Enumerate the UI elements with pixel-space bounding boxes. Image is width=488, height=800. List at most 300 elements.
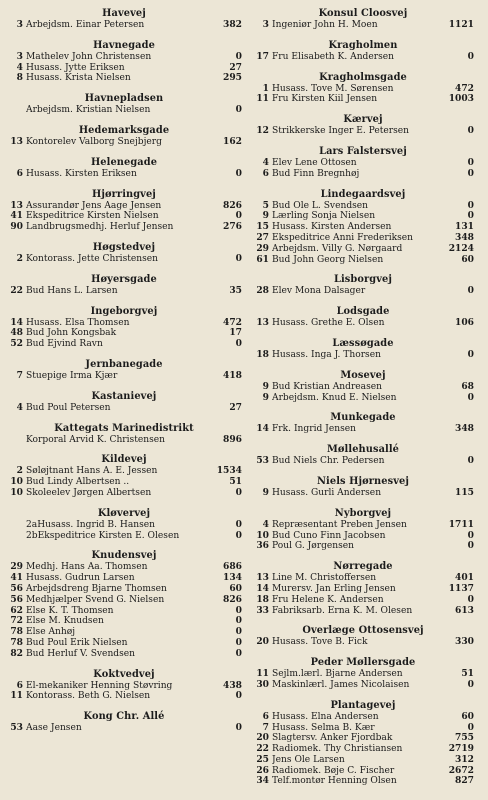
amount: 2124 (448, 242, 474, 254)
resident-row (6, 328, 242, 339)
street-block (252, 72, 474, 106)
resident-row (6, 211, 242, 222)
resident-name: Arbejdsdreng Bjarne Thomsen (26, 583, 167, 594)
house-number: 14 (256, 423, 269, 435)
house-number: 48 (10, 327, 23, 339)
resident-name: Husass. Selma B. Kær (272, 722, 375, 733)
house-number: 29 (10, 561, 23, 573)
amount: 0 (467, 210, 474, 222)
street-name: Lindegaardsvej (320, 188, 406, 200)
street-name: Møllehusallé (326, 444, 400, 456)
house-number: 20 (256, 732, 269, 744)
resident-row (6, 584, 242, 595)
street-block (6, 359, 242, 382)
resident-name: Fru Elisabeth K. Andersen (272, 51, 395, 62)
resident-row (252, 776, 474, 787)
resident-name: Bud Cuno Finn Jacobsen (272, 530, 386, 541)
street-block (6, 8, 242, 31)
street-name: Peder Møllersgade (310, 657, 416, 669)
amount: 60 (461, 253, 474, 265)
resident-name: Radiomek. Bøje C. Fischer (272, 765, 395, 776)
resident-name: Husass. Kirsten Eriksen (26, 168, 137, 179)
street-name: Konsul Cloosvej (318, 8, 408, 19)
street-name: Kattegats Marinedistrikt (54, 422, 194, 434)
resident-row (6, 371, 242, 382)
resident-row (6, 627, 242, 638)
resident-name: Poul G. Jørgensen (272, 541, 355, 552)
house-number: 62 (10, 604, 23, 616)
amount: 2672 (448, 764, 474, 776)
house-number: 78 (10, 636, 23, 648)
resident-row (252, 169, 474, 180)
amount: 51 (229, 476, 242, 488)
street-name: Koktvedvej (93, 668, 155, 680)
resident-row (252, 286, 474, 297)
resident-row (252, 350, 474, 361)
resident-name: Ekspeditrice Anni Frederiksen (272, 232, 414, 243)
resident-name: Bud Herluf V. Svendsen (26, 648, 136, 659)
house-number: 2 (16, 252, 23, 264)
house-number: 12 (256, 125, 269, 137)
street-block (6, 550, 242, 659)
resident-row (252, 637, 474, 648)
resident-name: Husass. Kirsten Andersen (272, 222, 392, 233)
house-number: 17 (256, 50, 269, 62)
amount: 348 (455, 231, 474, 243)
resident-row (6, 723, 242, 734)
house-number: 14 (256, 582, 269, 594)
house-number: 9 (262, 391, 269, 403)
amount: 0 (467, 593, 474, 605)
street-name: Knudensvej (91, 550, 157, 562)
resident-row (252, 52, 474, 63)
amount: 896 (223, 433, 242, 445)
house-number: 4 (262, 156, 269, 168)
amount: 0 (235, 167, 242, 179)
resident-row (6, 562, 242, 573)
resident-name: Bud Ejvind Ravn (26, 339, 103, 350)
house-number: 11 (10, 690, 23, 702)
street-name: Kragholmen (328, 39, 398, 51)
resident-name: Medhjælper Svend G. Nielsen (26, 594, 165, 605)
resident-row (6, 681, 242, 692)
amount: 0 (235, 615, 242, 627)
resident-row (252, 94, 474, 105)
amount: 27 (229, 401, 242, 413)
resident-name: Bud John Georg Nielsen (272, 254, 384, 265)
street-name: Havnepladsen (84, 93, 164, 105)
resident-name: Husass. Gurli Andersen (272, 487, 382, 498)
resident-name: Søløjtnant Hans A. E. Jessen (26, 466, 158, 477)
amount: 418 (223, 369, 242, 381)
resident-name: Ingeniør John H. Moen (272, 20, 378, 30)
resident-name: Korporal Arvid K. Christensen (26, 434, 166, 445)
house-number: 10 (10, 476, 23, 488)
street-name: Kastanievej (91, 390, 157, 402)
resident-name: Line M. Christoffersen (272, 573, 377, 584)
resident-name: Ekspeditrice Kirsten Nielsen (26, 211, 159, 222)
resident-row (6, 616, 242, 627)
resident-row (252, 541, 474, 552)
resident-name: Arbejdsm. Kristian Nielsen (26, 105, 151, 116)
street-block (252, 114, 474, 137)
amount: 472 (455, 82, 474, 94)
resident-name: Elev Lene Ottosen (272, 157, 357, 168)
resident-name: Fru Helene K. Andersen (272, 594, 384, 605)
resident-name: Husass. Tove M. Sørensen (272, 83, 394, 94)
amount: 0 (235, 486, 242, 498)
amount: 0 (467, 529, 474, 541)
house-number (6, 531, 26, 542)
street-block (252, 412, 474, 435)
house-number: 82 (10, 647, 23, 659)
amount: 0 (235, 518, 242, 530)
amount: 0 (235, 722, 242, 734)
house-number: 6 (262, 710, 269, 722)
street-name: Høyersgade (91, 273, 157, 285)
amount: 0 (235, 338, 242, 350)
resident-name: Bud Finn Bregnhøj (272, 168, 360, 179)
street-block (6, 669, 242, 703)
street-block (6, 391, 242, 414)
house-number: 56 (10, 593, 23, 605)
resident-row (6, 691, 242, 702)
street-block (252, 444, 474, 467)
amount: 115 (455, 486, 474, 498)
house-number: 9 (262, 380, 269, 392)
street-block (6, 157, 242, 180)
amount: 0 (235, 252, 242, 264)
street-block (6, 40, 242, 84)
resident-row (6, 169, 242, 180)
resident-row (6, 52, 242, 63)
resident-row (6, 435, 242, 446)
resident-row (6, 286, 242, 297)
house-number: 22 (10, 284, 23, 296)
house-number: 4 (16, 401, 23, 413)
street-block (6, 306, 242, 350)
resident-name: Lærling Sonja Nielsen (272, 211, 376, 222)
left-column (6, 8, 242, 734)
resident-row (252, 456, 474, 467)
resident-row (252, 723, 474, 734)
amount: 0 (467, 678, 474, 690)
street-name: Helenegade (90, 156, 158, 168)
resident-name: Sejlm.lærl. Bjarne Andersen (272, 669, 403, 680)
house-number: 20 (256, 636, 269, 648)
resident-row (6, 73, 242, 84)
resident-row (6, 137, 242, 148)
house-number: 13 (10, 199, 23, 211)
resident-row (6, 318, 242, 329)
resident-name: Skoleelev Jørgen Albertsen (26, 487, 152, 498)
street-block (6, 423, 242, 446)
resident-row (6, 531, 242, 542)
street-block (252, 476, 474, 499)
amount: 0 (467, 199, 474, 211)
amount: 401 (455, 572, 474, 584)
house-number: 3 (262, 19, 269, 30)
amount: 0 (235, 210, 242, 222)
house-number: 4 (16, 61, 23, 73)
resident-name: 2bEkspeditrice Kirsten E. Olesen (26, 530, 180, 541)
resident-name: Arbejdsm. Knud E. Nielsen (272, 392, 397, 403)
resident-name: Else K. T. Thomsen (26, 605, 114, 616)
street-name: Hjørringvej (92, 188, 156, 200)
street-name: Lodsgade (336, 306, 390, 318)
amount: 312 (455, 753, 474, 765)
house-number: 11 (256, 93, 269, 105)
resident-row (252, 531, 474, 542)
street-name: Mosevej (340, 369, 386, 381)
house-number: 61 (256, 253, 269, 265)
amount: 1003 (448, 93, 474, 105)
street-block (6, 508, 242, 542)
street-block (252, 561, 474, 616)
street-block (252, 146, 474, 180)
amount: 330 (455, 636, 474, 648)
resident-row (252, 201, 474, 212)
amount: 0 (467, 156, 474, 168)
resident-row (252, 233, 474, 244)
street-block (6, 93, 242, 116)
amount: 35 (229, 284, 242, 296)
street-name: Kærvej (343, 114, 383, 126)
house-number: 13 (10, 135, 23, 147)
street-block (252, 370, 474, 404)
amount: 1137 (448, 582, 474, 594)
amount: 0 (235, 690, 242, 702)
resident-name: 2aHusass. Ingrid B. Hansen (26, 519, 156, 530)
street-name: Kragholmsgade (319, 71, 407, 83)
street-name: Lars Falstersvej (319, 145, 407, 157)
house-number: 33 (256, 604, 269, 616)
street-block (252, 625, 474, 648)
house-number: 56 (10, 582, 23, 594)
house-number: 18 (256, 348, 269, 360)
amount: 1534 (216, 465, 242, 477)
house-number: 6 (16, 167, 23, 179)
resident-name: Arbejdsm. Villy G. Nørgaard (272, 243, 403, 254)
street-block (252, 700, 474, 788)
resident-row (6, 254, 242, 265)
amount: 613 (455, 604, 474, 616)
resident-row (252, 158, 474, 169)
resident-row (252, 573, 474, 584)
street-block (6, 454, 242, 498)
resident-name: Husass. Tove B. Fick (272, 637, 368, 648)
resident-row (252, 211, 474, 222)
house-number: 9 (262, 486, 269, 498)
amount: 826 (223, 593, 242, 605)
resident-name: Landbrugsmedhj. Herluf Jensen (26, 222, 174, 233)
resident-row (252, 84, 474, 95)
resident-name: Slagtersv. Anker Fjordbak (272, 733, 393, 744)
resident-name: Medhj. Hans Aa. Thomsen (26, 562, 148, 573)
amount: 0 (467, 285, 474, 297)
resident-row (252, 382, 474, 393)
amount: 827 (455, 775, 474, 787)
resident-row (252, 606, 474, 617)
resident-name: Fru Kirsten Kiil Jensen (272, 94, 378, 105)
resident-name: Kontorass. Jette Christensen (26, 253, 159, 264)
house-number: 6 (262, 167, 269, 179)
resident-row (6, 649, 242, 660)
resident-row (6, 520, 242, 531)
street-block (252, 8, 474, 31)
amount: 382 (223, 19, 242, 30)
house-number: 18 (256, 593, 269, 605)
resident-row (252, 255, 474, 266)
resident-name: Elev Mona Dalsager (272, 286, 366, 297)
amount: 0 (467, 391, 474, 403)
street-name: Niels Hjørnesvej (317, 475, 409, 487)
street-block (252, 306, 474, 329)
resident-row (6, 573, 242, 584)
resident-row (252, 744, 474, 755)
resident-row (252, 766, 474, 777)
house-number: 8 (16, 72, 23, 84)
house-number: 15 (256, 221, 269, 233)
amount: 0 (235, 529, 242, 541)
amount: 0 (235, 626, 242, 638)
amount: 686 (223, 561, 242, 573)
street-name: Høgstedvej (92, 241, 156, 253)
resident-name: Husass. Elna Andersen (272, 711, 379, 722)
house-number: 13 (256, 317, 269, 329)
house-number: 2 (16, 465, 23, 477)
resident-row (6, 638, 242, 649)
house-number: 26 (256, 764, 269, 776)
street-name: Kløvervej (97, 507, 151, 519)
amount: 0 (467, 50, 474, 62)
house-number: 13 (256, 572, 269, 584)
resident-row (252, 424, 474, 435)
resident-row (252, 20, 474, 31)
house-number: 25 (256, 753, 269, 765)
resident-name: Bud Hans L. Larsen (26, 285, 118, 296)
resident-row (252, 488, 474, 499)
resident-name: Kontorelev Valborg Snejbjerg (26, 136, 162, 147)
street-name: Kong Chr. Allé (83, 711, 165, 723)
resident-name: Bud John Kongsbak (26, 328, 117, 339)
amount: 162 (223, 135, 242, 147)
resident-row (6, 339, 242, 350)
house-number: 53 (256, 455, 269, 467)
house-number: 14 (10, 316, 23, 328)
resident-row (252, 244, 474, 255)
resident-row (252, 595, 474, 606)
amount: 755 (455, 732, 474, 744)
house-number: 3 (16, 50, 23, 62)
house-number: 34 (256, 775, 269, 787)
house-number (6, 520, 26, 531)
resident-row (6, 222, 242, 233)
street-name: Havevej (102, 8, 146, 19)
house-number: 9 (262, 210, 269, 222)
street-block (252, 657, 474, 691)
resident-name: Bud Lindy Albertsen .. (26, 477, 130, 488)
resident-row (6, 606, 242, 617)
house-number: 53 (10, 722, 23, 734)
street-block (6, 189, 242, 233)
amount: 0 (467, 348, 474, 360)
amount: 27 (229, 61, 242, 73)
resident-row (252, 318, 474, 329)
house-number: 52 (10, 338, 23, 350)
street-name: Munkegade (330, 412, 396, 424)
house-number: 5 (262, 199, 269, 211)
resident-row (252, 669, 474, 680)
resident-row (6, 105, 242, 116)
resident-name: Bud Poul Erik Nielsen (26, 637, 128, 648)
house-number: 28 (256, 285, 269, 297)
street-block (6, 274, 242, 297)
resident-name: Husass. Grethe E. Olsen (272, 318, 385, 329)
amount: 0 (467, 455, 474, 467)
street-name: Ingeborgvej (90, 305, 158, 317)
street-block (252, 40, 474, 63)
house-number (6, 105, 26, 116)
resident-row (6, 403, 242, 414)
resident-name: Murersv. Jan Erling Jensen (272, 583, 396, 594)
house-number: 7 (16, 369, 23, 381)
resident-name: Kontorass. Beth G. Nielsen (26, 691, 151, 702)
amount: 1121 (448, 19, 474, 30)
amount: 134 (223, 572, 242, 584)
amount: 0 (467, 540, 474, 552)
resident-name: Maskinlærl. James Nicolaisen (272, 679, 410, 690)
resident-name: Husass. Gudrun Larsen (26, 573, 135, 584)
resident-name: Bud Niels Chr. Pedersen (272, 456, 385, 467)
resident-name: Frk. Ingrid Jensen (272, 424, 356, 435)
resident-name: El-mekaniker Henning Støvring (26, 680, 173, 691)
amount: 2719 (448, 743, 474, 755)
house-number: 4 (262, 518, 269, 530)
street-block (252, 338, 474, 361)
amount: 68 (461, 380, 474, 392)
street-name: Nørregade (333, 561, 393, 573)
resident-row (252, 126, 474, 137)
resident-row (6, 595, 242, 606)
street-block (6, 711, 242, 734)
amount: 826 (223, 199, 242, 211)
resident-name: Stuepige Irma Kjær (26, 370, 118, 381)
amount: 51 (461, 668, 474, 680)
street-name: Plantagevej (330, 699, 396, 711)
amount: 472 (223, 316, 242, 328)
amount: 0 (467, 167, 474, 179)
amount: 0 (467, 125, 474, 137)
house-number: 10 (10, 486, 23, 498)
resident-row (252, 712, 474, 723)
amount: 0 (235, 636, 242, 648)
resident-row (6, 466, 242, 477)
resident-row (6, 63, 242, 74)
resident-name: Radiomek. Thy Christiansen (272, 744, 403, 755)
house-number: 29 (256, 242, 269, 254)
resident-name: Bud Poul Petersen (26, 402, 111, 413)
resident-row (252, 755, 474, 766)
resident-row (252, 520, 474, 531)
house-number: 41 (10, 572, 23, 584)
resident-name: Mathelev John Christensen (26, 51, 152, 62)
resident-name: Fabriksarb. Erna K. M. Olesen (272, 605, 413, 616)
amount: 295 (223, 72, 242, 84)
resident-row (6, 20, 242, 31)
amount: 60 (229, 582, 242, 594)
resident-row (252, 680, 474, 691)
